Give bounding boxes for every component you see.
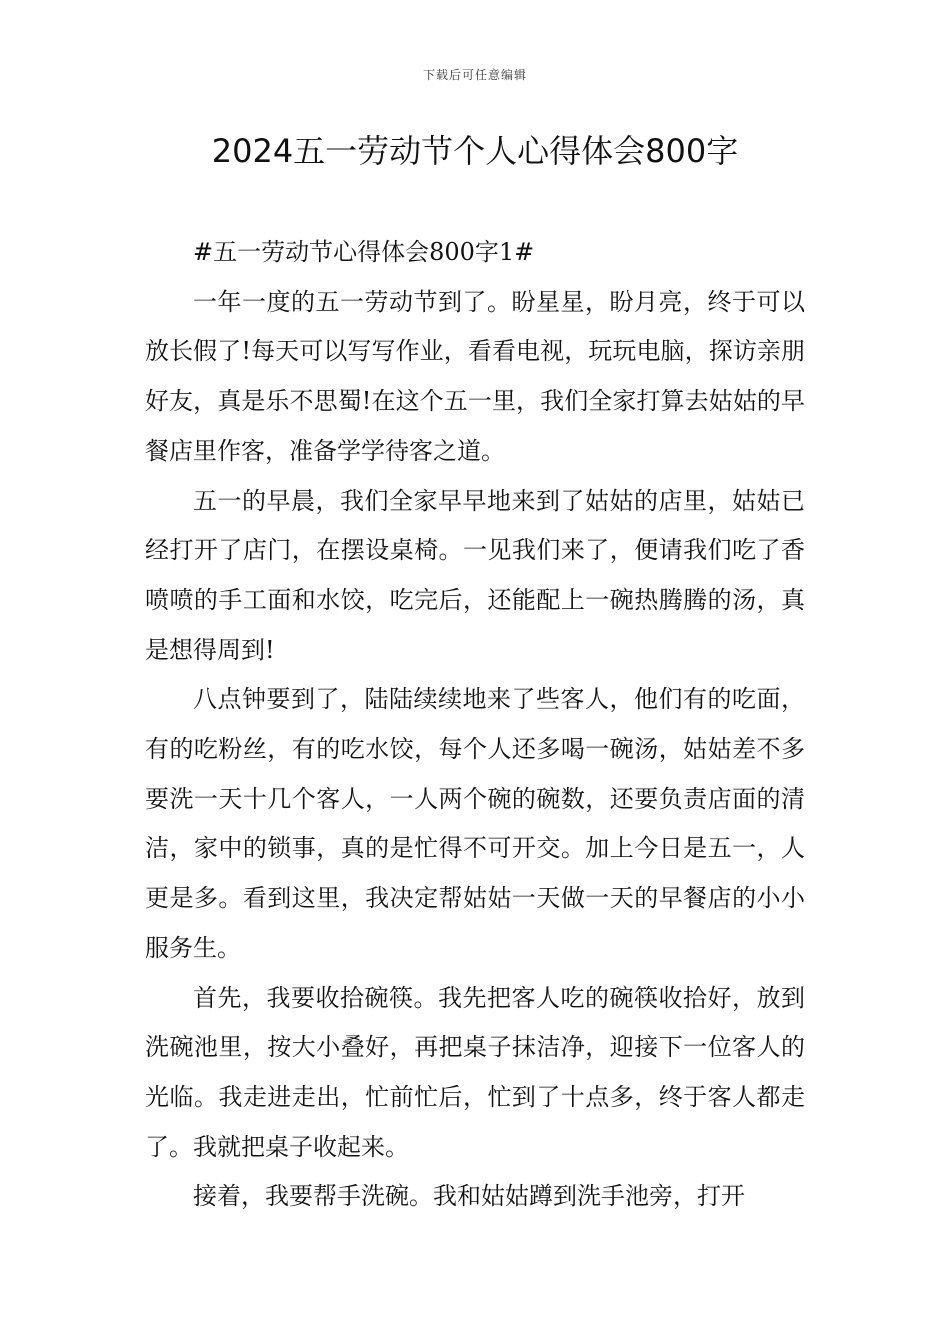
paragraph: 接着，我要帮手洗碗。我和姑姑蹲到洗手池旁，打开: [193, 1182, 745, 1211]
section-heading: #五一劳动节心得体会800字1#: [193, 238, 535, 266]
paragraph: 五一的早晨，我们全家早早地来到了姑姑的店里，姑姑已经打开了店门，在摆设桌椅。一见我们来了，便请我们吃了香喷喷的手工面和水饺，吃完后，还能配上一碗热腾腾的汤，真是想得周到!: [145, 486, 805, 664]
document-title: 2024五一劳动节个人心得体会800字: [211, 132, 739, 170]
paragraph: 首先，我要收拾碗筷。我先把客人吃的碗筷收拾好，放到洗碗池里，按大小叠好，再把桌子抹洁净，迎接下一位客人的光临。我走进走出，忙前忙后，忙到了十点多，终于客人都走了。我就把桌子收起来。: [145, 983, 805, 1161]
header-note: 下载后可任意编辑: [422, 68, 527, 82]
document-body: [145, 228, 805, 1222]
paragraph: 八点钟要到了，陆陆续续地来了些客人，他们有的吃面，有的吃粉丝，有的吃水饺，每个人还多喝一碗汤，姑姑差不多要洗一天十几个客人，一人两个碗的碗数，还要负责店面的清洁，家中的锁事，真的是忙得不可开交。加上今日是五一，人更是多。看到这里，我决定帮姑姑一天做一天的早餐店的小小服务生。: [145, 685, 805, 962]
paragraph: 一年一度的五一劳动节到了。盼星星，盼月亮，终于可以放长假了!每天可以写写作业，看看电视，玩玩电脑，探访亲朋好友，真是乐不思蜀!在这个五一里，我们全家打算去姑姑的早餐店里作客，准备学学待客之道。: [145, 287, 805, 465]
